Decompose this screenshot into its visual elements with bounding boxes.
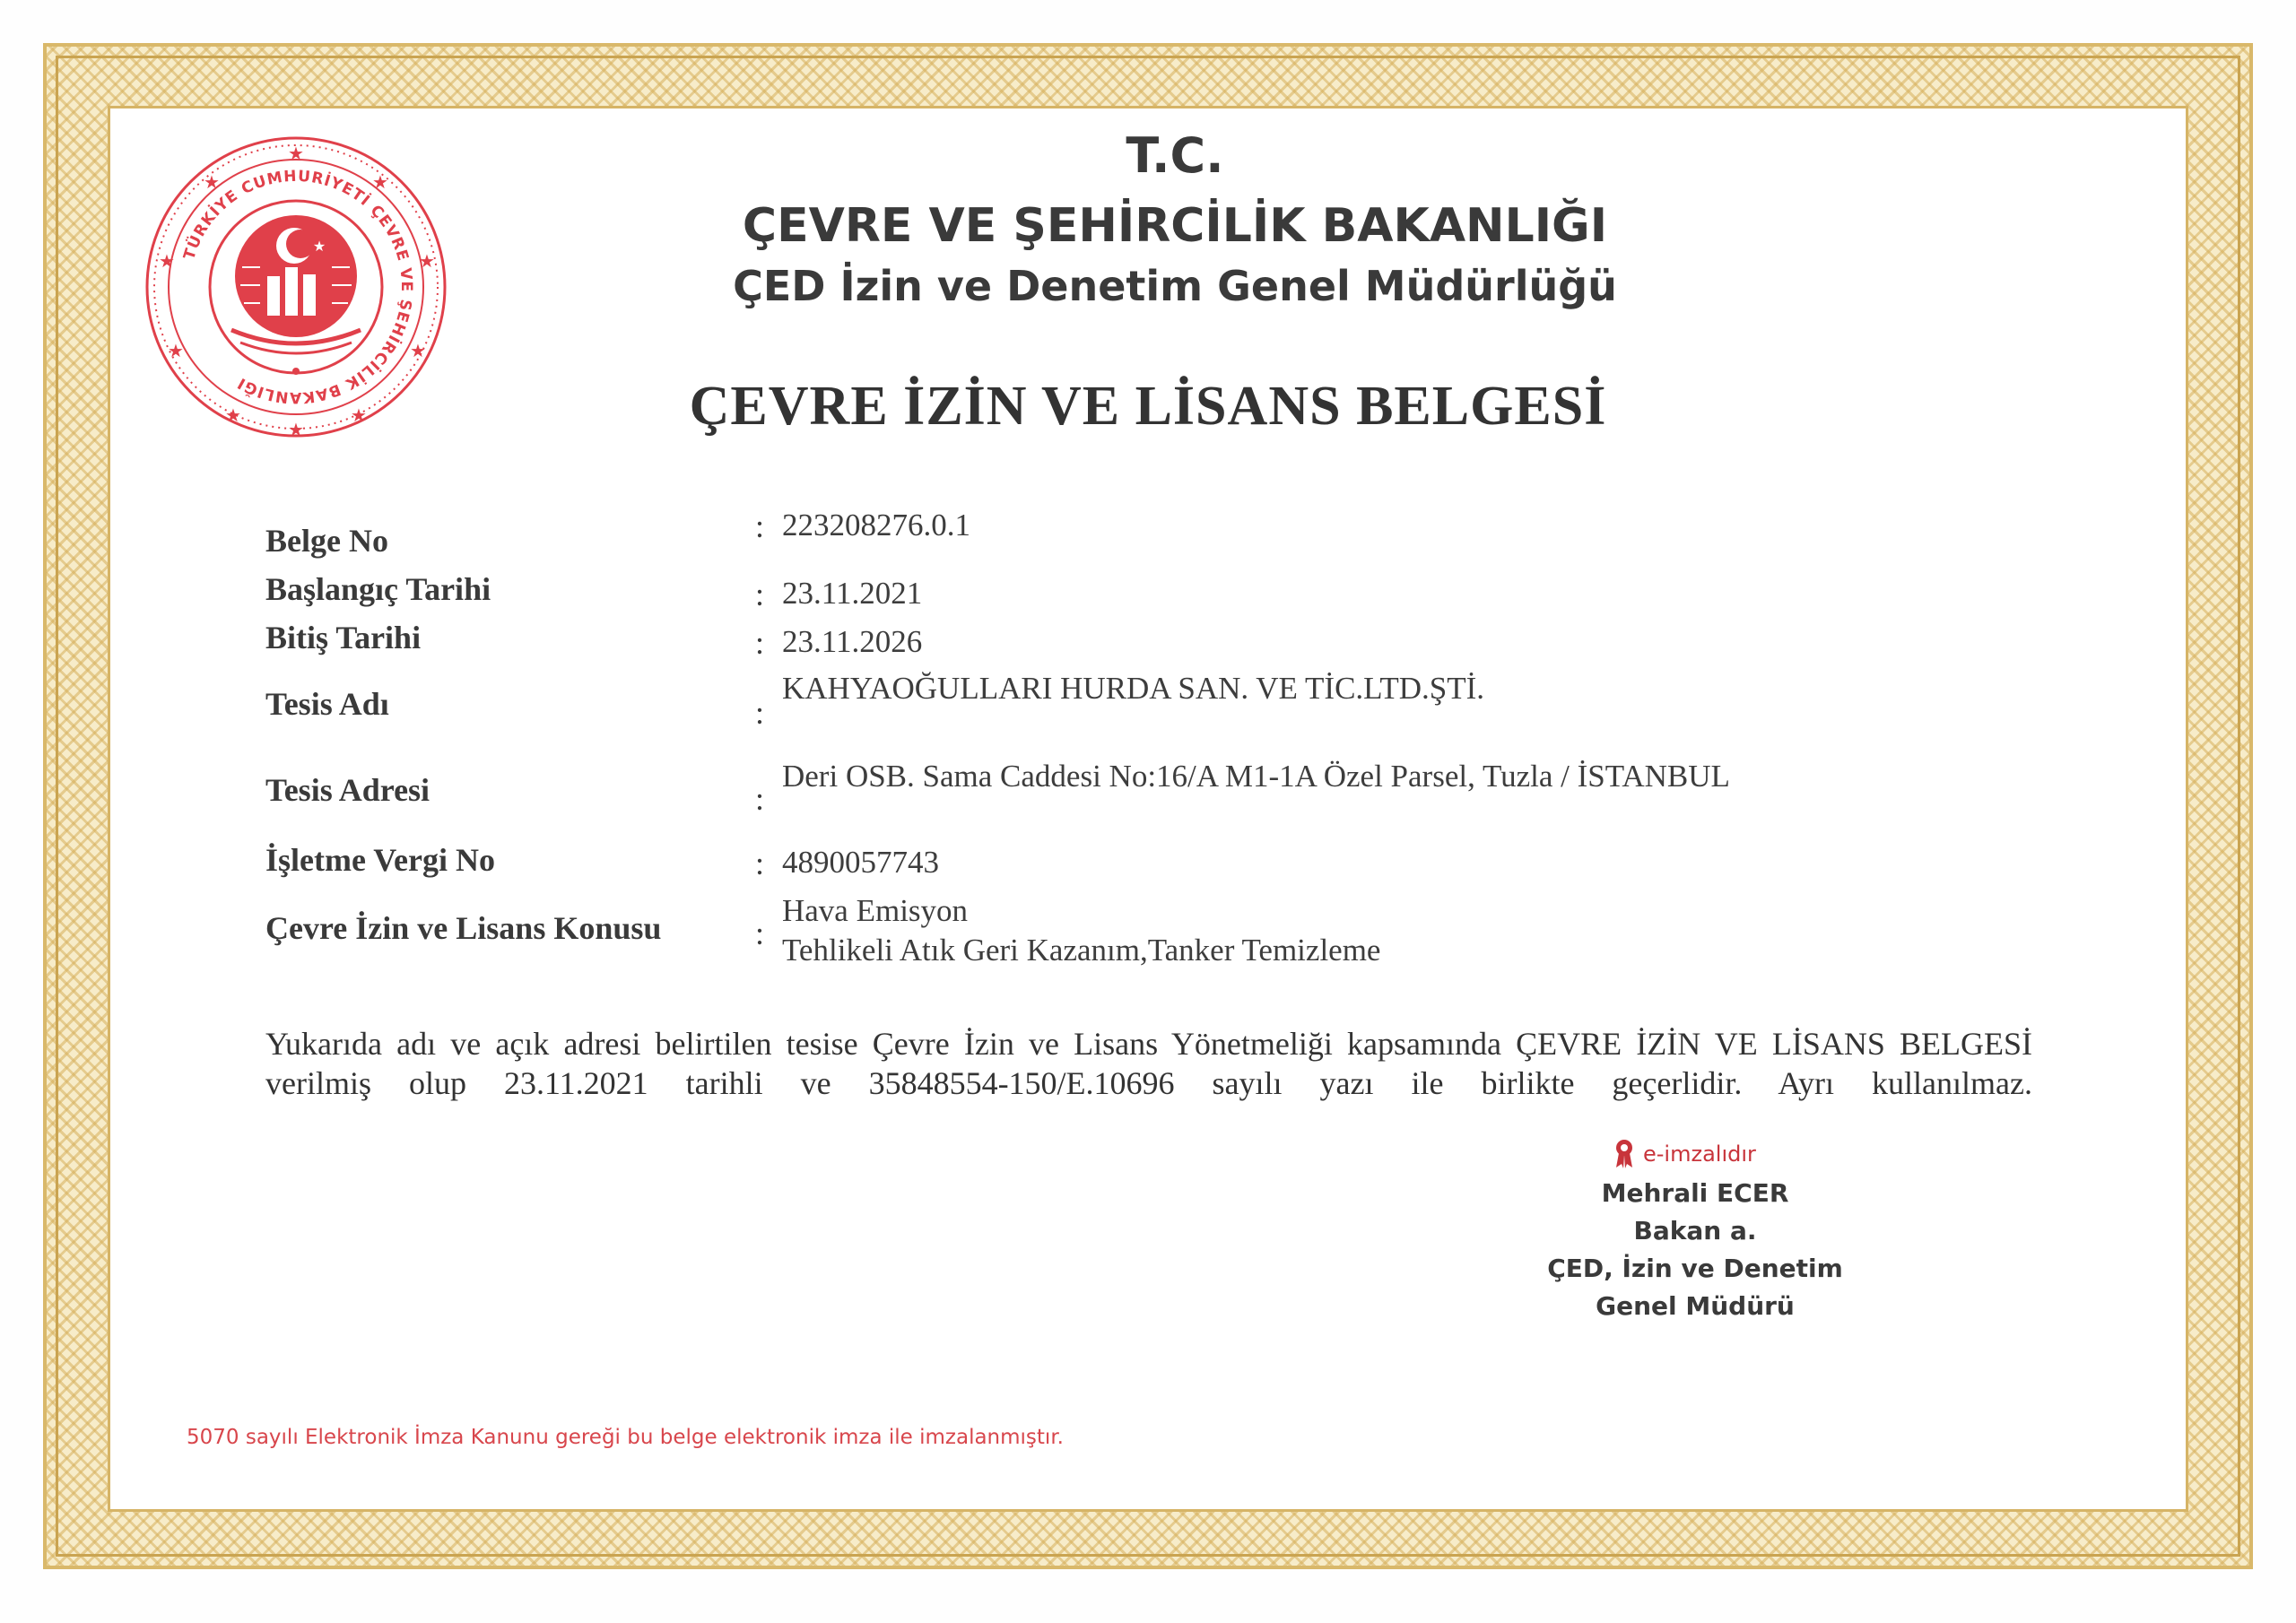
- signer-role-2: ÇED, İzin ve Denetim: [1547, 1254, 1843, 1283]
- svg-text:★: ★: [159, 252, 175, 272]
- vergi-no-value: 4890057743: [782, 845, 939, 880]
- konu-value-1: Hava Emisyon: [782, 893, 969, 928]
- seal-text: TÜRKİYE CUMHURİYETİ ÇEVRE VE ŞEHİRCİLİK BAKANLIĞI: [180, 167, 416, 407]
- svg-text:★: ★: [372, 173, 388, 193]
- e-signature-law-note: 5070 sayılı Elektronik İmza Kanunu gereği bu belge elektronik imza ile imzalanmıştır.: [187, 1426, 1064, 1449]
- header-tc: T.C.: [1126, 127, 1224, 184]
- tesis-adi-label: Tesis Adı: [265, 686, 389, 722]
- svg-text:★: ★: [225, 406, 241, 426]
- header-department: ÇED İzin ve Denetim Genel Müdürlüğü: [733, 262, 1617, 310]
- tesis-adresi-value: Deri OSB. Sama Caddesi No:16/A M1-1A Özel Parsel, Tuzla / İSTANBUL: [782, 759, 1730, 794]
- colon: :: [755, 508, 765, 544]
- tesis-adresi-label: Tesis Adresi: [265, 772, 430, 808]
- colon: :: [755, 577, 765, 612]
- vergi-no-label: İşletme Vergi No: [265, 842, 495, 878]
- colon: :: [755, 695, 765, 731]
- colon: :: [755, 625, 765, 661]
- colon: :: [755, 781, 765, 817]
- signer-role-1: Bakan a.: [1633, 1216, 1757, 1245]
- belge-no-value: 223208276.0.1: [782, 508, 970, 542]
- header-ministry: ÇEVRE VE ŞEHİRCİLİK BAKANLIĞI: [742, 199, 1608, 253]
- svg-text:★: ★: [204, 173, 220, 193]
- paragraph-line-1: Yukarıda adı ve açık adresi belirtilen tesise Çevre İzin ve Lisans Yönetmeliği kapsamında ÇEVRE İZİN VE LİSANS BELGESİ: [265, 1026, 2032, 1062]
- tesis-adi-value: KAHYAOĞULLARI HURDA SAN. VE TİC.LTD.ŞTİ.: [782, 671, 1484, 706]
- svg-text:★: ★: [410, 342, 426, 361]
- baslangic-label: Başlangıç Tarihi: [265, 571, 491, 607]
- svg-text:★: ★: [168, 342, 184, 361]
- svg-text:★: ★: [351, 406, 367, 426]
- svg-text:★: ★: [419, 252, 435, 272]
- colon: :: [755, 916, 765, 951]
- signer-role-3: Genel Müdürü: [1596, 1291, 1795, 1321]
- bitis-value: 23.11.2026: [782, 624, 923, 659]
- svg-text:★: ★: [288, 421, 304, 440]
- signer-name: Mehrali ECER: [1601, 1178, 1789, 1208]
- bitis-label: Bitiş Tarihi: [265, 620, 422, 655]
- svg-text:★: ★: [312, 239, 326, 255]
- baslangic-value: 23.11.2021: [782, 576, 923, 611]
- document-title: ÇEVRE İZİN VE LİSANS BELGESİ: [689, 376, 1607, 437]
- e-signature-badge: [1614, 1139, 1756, 1169]
- award-ribbon-icon: [1614, 1139, 1634, 1169]
- e-signature-label: e-imzalıdır: [1643, 1141, 1756, 1167]
- colon: :: [755, 846, 765, 881]
- paragraph-line-2: verilmiş olup 23.11.2021 tarihli ve 35848554-150/E.10696 sayılı yazı ile birlikte geçerlidir. Ayrı kullanılmaz.: [265, 1065, 2032, 1101]
- validity-paragraph: [265, 1024, 2032, 1103]
- svg-text:★: ★: [288, 144, 304, 164]
- konu-value-2: Tehlikeli Atık Geri Kazanım,Tanker Temizleme: [782, 933, 1381, 968]
- belge-no-label: Belge No: [265, 523, 388, 559]
- konu-label: Çevre İzin ve Lisans Konusu: [265, 910, 662, 946]
